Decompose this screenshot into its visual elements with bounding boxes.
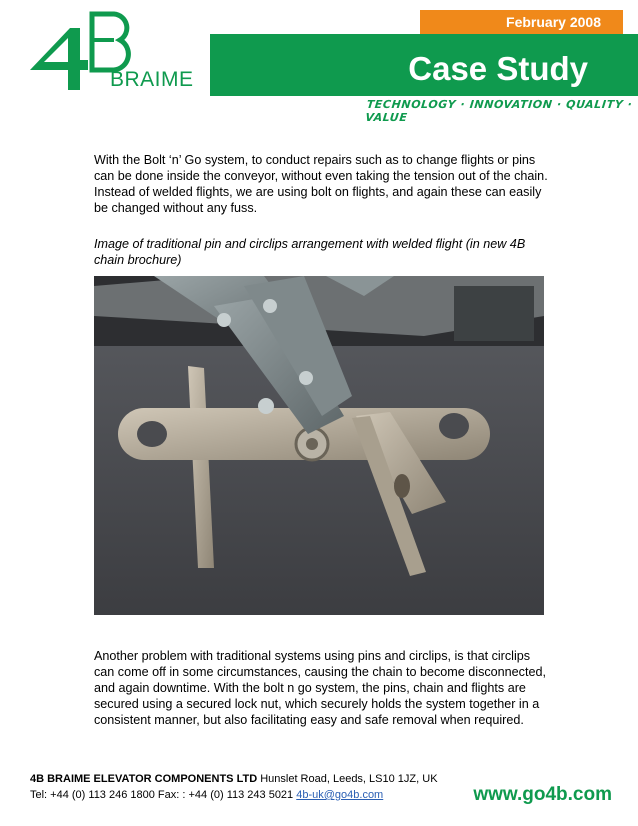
date-tab: February 2008 <box>420 10 623 34</box>
footer-contact <box>30 789 383 801</box>
tagline: TECHNOLOGY · INNOVATION · QUALITY · VALUE <box>364 98 634 124</box>
footer-company <box>30 773 438 785</box>
chain-photo <box>94 276 544 615</box>
email-link[interactable]: 4b-uk@go4b.com <box>296 789 384 801</box>
image-caption: Image of traditional pin and circlips arrangement with welded flight (in new 4B chain brochure) <box>94 237 526 267</box>
page-title: Case Study <box>408 50 588 87</box>
closing-paragraph: Another problem with traditional systems using pins and circlips, is that circlips can come off in some circumstances, causing the chain to become disconnected, and again downtime. With the bolt n go system, the pins, chain and flights are secured using a secured lock nut, which securely holds the system together in a consistent manner, but also facilitating easy and safe removal when required. <box>94 649 546 727</box>
website-link[interactable]: www.go4b.com <box>473 784 612 805</box>
brand-name: BRAIME <box>110 68 194 91</box>
company-name: 4B BRAIME ELEVATOR COMPONENTS LTD <box>30 773 258 785</box>
intro-paragraph: With the Bolt ‘n’ Go system, to conduct repairs such as to change flights or pins can be done inside the conveyor, without even taking the tension out of the chain. Instead of welded flights, we are using bolt on flights, and again these can easily be changed without any fuss. <box>94 153 548 215</box>
phone-fax: Tel: +44 (0) 113 246 1800 Fax: : +44 (0) 113 243 5021 <box>30 789 294 801</box>
company-address: Hunslet Road, Leeds, LS10 1JZ, UK <box>260 773 438 785</box>
